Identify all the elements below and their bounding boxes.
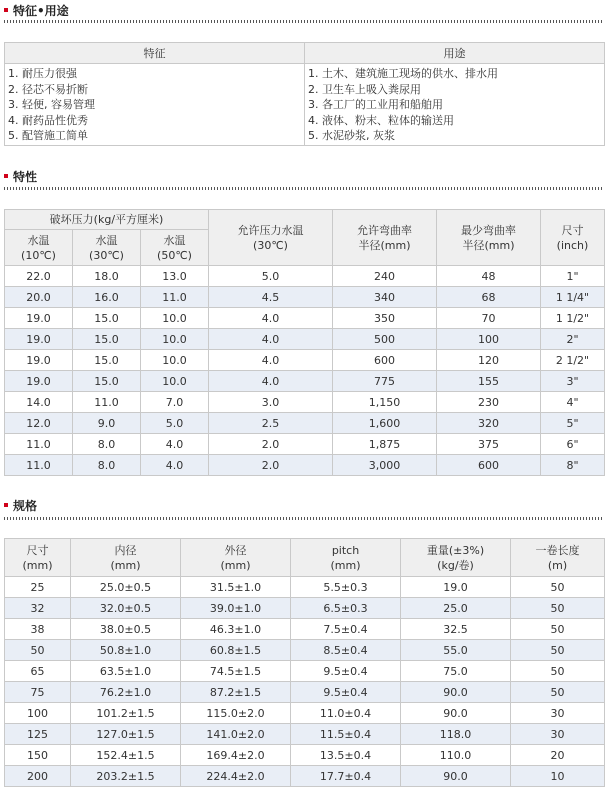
table-cell: 11.0 — [141, 287, 209, 308]
table-cell: 6" — [541, 434, 605, 455]
table-cell: 20.0 — [5, 287, 73, 308]
table-cell: 10 — [511, 766, 605, 787]
section-title-features — [4, 2, 69, 18]
table-cell: 25.0±0.5 — [71, 577, 181, 598]
table-cell: 9.5±0.4 — [291, 682, 401, 703]
table-cell: 8" — [541, 455, 605, 476]
spec-weight-header: 重量(±3%) (kg/卷) — [401, 539, 511, 577]
table-cell: 3" — [541, 371, 605, 392]
table-cell: 25.0 — [401, 598, 511, 619]
table-cell: 15.0 — [73, 350, 141, 371]
table-cell: 15.0 — [73, 371, 141, 392]
table-row — [5, 266, 605, 287]
table-cell: 224.4±2.0 — [181, 766, 291, 787]
section-title-text: 特征•用途 — [13, 3, 69, 18]
features-table — [4, 42, 605, 146]
table-cell: 200 — [5, 766, 71, 787]
table-cell: 3,000 — [333, 455, 437, 476]
table-cell: 19.0 — [5, 329, 73, 350]
feature-item: 4. 耐药品性优秀 — [8, 113, 88, 127]
table-cell: 4.5 — [209, 287, 333, 308]
characteristics-table — [4, 209, 605, 476]
table-cell: 320 — [437, 413, 541, 434]
table-cell: 600 — [437, 455, 541, 476]
table-cell: 50 — [5, 640, 71, 661]
table-cell: 2.0 — [209, 455, 333, 476]
table-cell: 38.0±0.5 — [71, 619, 181, 640]
table-cell: 169.4±2.0 — [181, 745, 291, 766]
table-row — [5, 745, 605, 766]
table-row — [5, 371, 605, 392]
table-cell: 375 — [437, 434, 541, 455]
table-row — [5, 640, 605, 661]
table-cell: 50 — [511, 661, 605, 682]
table-cell: 90.0 — [401, 766, 511, 787]
table-cell: 32.5 — [401, 619, 511, 640]
table-cell: 50 — [511, 619, 605, 640]
spec-pitch-header: pitch (mm) — [291, 539, 401, 577]
table-cell: 11.0 — [5, 455, 73, 476]
table-cell: 32 — [5, 598, 71, 619]
table-cell: 600 — [333, 350, 437, 371]
table-cell: 1,600 — [333, 413, 437, 434]
table-cell: 19.0 — [5, 308, 73, 329]
table-cell: 8.5±0.4 — [291, 640, 401, 661]
table-cell: 10.0 — [141, 371, 209, 392]
size-inch-header: 尺寸 (inch) — [541, 210, 605, 266]
table-cell: 3.0 — [209, 392, 333, 413]
table-cell: 8.0 — [73, 434, 141, 455]
burst-pressure-header: 破坏压力(kg/平方厘米) — [5, 210, 209, 230]
table-cell: 65 — [5, 661, 71, 682]
table-cell: 11.5±0.4 — [291, 724, 401, 745]
table-cell: 11.0±0.4 — [291, 703, 401, 724]
allow-bend-header: 允许弯曲率 半径(mm) — [333, 210, 437, 266]
table-cell: 6.5±0.3 — [291, 598, 401, 619]
table-cell: 16.0 — [73, 287, 141, 308]
table-cell: 11.0 — [73, 392, 141, 413]
table-cell: 120 — [437, 350, 541, 371]
table-cell: 150 — [5, 745, 71, 766]
table-cell: 13.0 — [141, 266, 209, 287]
table-cell: 31.5±1.0 — [181, 577, 291, 598]
table-cell: 19.0 — [401, 577, 511, 598]
uses-header: 用途 — [305, 43, 605, 64]
table-cell: 14.0 — [5, 392, 73, 413]
table-row — [5, 724, 605, 745]
table-row — [5, 577, 605, 598]
feature-item: 3. 轻便, 容易管理 — [8, 98, 95, 112]
table-cell: 155 — [437, 371, 541, 392]
section-title-text: 特性 — [13, 169, 38, 184]
table-row — [5, 619, 605, 640]
table-cell: 4.0 — [209, 308, 333, 329]
table-cell: 7.5±0.4 — [291, 619, 401, 640]
specs-table — [4, 538, 605, 787]
dotted-divider — [4, 517, 604, 520]
table-cell: 203.2±1.5 — [71, 766, 181, 787]
table-cell: 10.0 — [141, 350, 209, 371]
section-bullet-icon — [4, 174, 8, 178]
dotted-divider — [4, 187, 604, 190]
temp-50-header: 水温 (50℃) — [141, 230, 209, 266]
table-cell: 1" — [541, 266, 605, 287]
table-cell: 76.2±1.0 — [71, 682, 181, 703]
table-cell: 350 — [333, 308, 437, 329]
features-header: 特征 — [5, 43, 305, 64]
table-cell: 1,875 — [333, 434, 437, 455]
spec-length-header: 一卷长度 (m) — [511, 539, 605, 577]
table-cell: 8.0 — [73, 455, 141, 476]
table-cell: 50.8±1.0 — [71, 640, 181, 661]
table-cell: 5.5±0.3 — [291, 577, 401, 598]
table-cell: 17.7±0.4 — [291, 766, 401, 787]
table-cell: 230 — [437, 392, 541, 413]
table-cell: 74.5±1.5 — [181, 661, 291, 682]
table-cell: 4.0 — [141, 434, 209, 455]
table-row — [5, 413, 605, 434]
table-cell: 4.0 — [209, 329, 333, 350]
table-row — [5, 703, 605, 724]
table-row — [5, 434, 605, 455]
table-cell: 152.4±1.5 — [71, 745, 181, 766]
table-row — [5, 287, 605, 308]
table-cell: 50 — [511, 682, 605, 703]
table-cell: 50 — [511, 640, 605, 661]
table-cell: 55.0 — [401, 640, 511, 661]
table-cell: 5" — [541, 413, 605, 434]
table-cell: 1,150 — [333, 392, 437, 413]
table-cell: 32.0±0.5 — [71, 598, 181, 619]
table-cell: 110.0 — [401, 745, 511, 766]
table-cell: 775 — [333, 371, 437, 392]
table-cell: 48 — [437, 266, 541, 287]
table-cell: 101.2±1.5 — [71, 703, 181, 724]
table-cell: 5.0 — [141, 413, 209, 434]
table-cell: 15.0 — [73, 329, 141, 350]
table-cell: 9.5±0.4 — [291, 661, 401, 682]
min-bend-header: 最少弯曲率 半径(mm) — [437, 210, 541, 266]
table-cell: 2" — [541, 329, 605, 350]
table-cell: 13.5±0.4 — [291, 745, 401, 766]
section-title-characteristics — [4, 168, 37, 184]
use-item: 3. 各工厂的工业用和船舶用 — [308, 98, 443, 112]
table-cell: 25 — [5, 577, 71, 598]
table-cell: 19.0 — [5, 371, 73, 392]
table-cell: 68 — [437, 287, 541, 308]
table-cell: 1 1/4" — [541, 287, 605, 308]
table-row — [5, 350, 605, 371]
use-item: 4. 液体、粉末、粒体的输送用 — [308, 113, 454, 127]
table-cell: 4.0 — [209, 350, 333, 371]
table-cell: 1 1/2" — [541, 308, 605, 329]
table-cell: 10.0 — [141, 329, 209, 350]
table-cell: 118.0 — [401, 724, 511, 745]
allow-pressure-header: 允许压力水温 (30℃) — [209, 210, 333, 266]
table-cell: 340 — [333, 287, 437, 308]
table-cell: 30 — [511, 724, 605, 745]
uses-list — [305, 64, 605, 146]
table-cell: 4.0 — [209, 371, 333, 392]
feature-item: 5. 配管施工简单 — [8, 129, 88, 143]
table-cell: 50 — [511, 577, 605, 598]
table-cell: 11.0 — [5, 434, 73, 455]
table-cell: 7.0 — [141, 392, 209, 413]
table-cell: 100 — [5, 703, 71, 724]
table-cell: 50 — [511, 598, 605, 619]
spec-inner-header: 内径 (mm) — [71, 539, 181, 577]
table-row — [5, 598, 605, 619]
table-cell: 127.0±1.5 — [71, 724, 181, 745]
dotted-divider — [4, 20, 604, 23]
feature-item: 2. 径芯不易折断 — [8, 82, 88, 96]
table-cell: 60.8±1.5 — [181, 640, 291, 661]
use-item: 5. 水泥砂浆, 灰浆 — [308, 129, 395, 143]
temp-30-header: 水温 (30℃) — [73, 230, 141, 266]
table-row — [5, 392, 605, 413]
table-cell: 2 1/2" — [541, 350, 605, 371]
table-cell: 46.3±1.0 — [181, 619, 291, 640]
use-item: 1. 土木、建筑施工现场的供水、排水用 — [308, 67, 498, 80]
table-cell: 12.0 — [5, 413, 73, 434]
table-cell: 5.0 — [209, 266, 333, 287]
table-cell: 240 — [333, 266, 437, 287]
table-cell: 2.5 — [209, 413, 333, 434]
table-cell: 87.2±1.5 — [181, 682, 291, 703]
table-cell: 2.0 — [209, 434, 333, 455]
table-cell: 500 — [333, 329, 437, 350]
table-cell: 63.5±1.0 — [71, 661, 181, 682]
table-row — [5, 329, 605, 350]
table-cell: 75 — [5, 682, 71, 703]
table-cell: 10.0 — [141, 308, 209, 329]
table-row — [5, 766, 605, 787]
table-cell: 4" — [541, 392, 605, 413]
table-cell: 15.0 — [73, 308, 141, 329]
table-cell: 75.0 — [401, 661, 511, 682]
table-cell: 125 — [5, 724, 71, 745]
section-title-specs — [4, 497, 37, 513]
table-cell: 18.0 — [73, 266, 141, 287]
table-cell: 19.0 — [5, 350, 73, 371]
spec-outer-header: 外径 (mm) — [181, 539, 291, 577]
table-cell: 30 — [511, 703, 605, 724]
table-cell: 70 — [437, 308, 541, 329]
table-row — [5, 682, 605, 703]
table-cell: 39.0±1.0 — [181, 598, 291, 619]
table-cell: 90.0 — [401, 682, 511, 703]
table-row — [5, 661, 605, 682]
feature-item: 1. 耐压力很强 — [8, 67, 77, 80]
table-cell: 9.0 — [73, 413, 141, 434]
table-cell: 38 — [5, 619, 71, 640]
spec-size-header: 尺寸 (mm) — [5, 539, 71, 577]
table-cell: 90.0 — [401, 703, 511, 724]
section-title-text: 规格 — [13, 498, 38, 513]
table-cell: 22.0 — [5, 266, 73, 287]
table-cell: 141.0±2.0 — [181, 724, 291, 745]
table-cell: 20 — [511, 745, 605, 766]
section-bullet-icon — [4, 8, 8, 12]
temp-10-header: 水温 (10℃) — [5, 230, 73, 266]
features-list — [5, 64, 305, 146]
table-cell: 4.0 — [141, 455, 209, 476]
table-cell: 115.0±2.0 — [181, 703, 291, 724]
table-row — [5, 455, 605, 476]
use-item: 2. 卫生车上吸入粪尿用 — [308, 82, 421, 96]
table-cell: 100 — [437, 329, 541, 350]
table-row — [5, 308, 605, 329]
section-bullet-icon — [4, 503, 8, 507]
